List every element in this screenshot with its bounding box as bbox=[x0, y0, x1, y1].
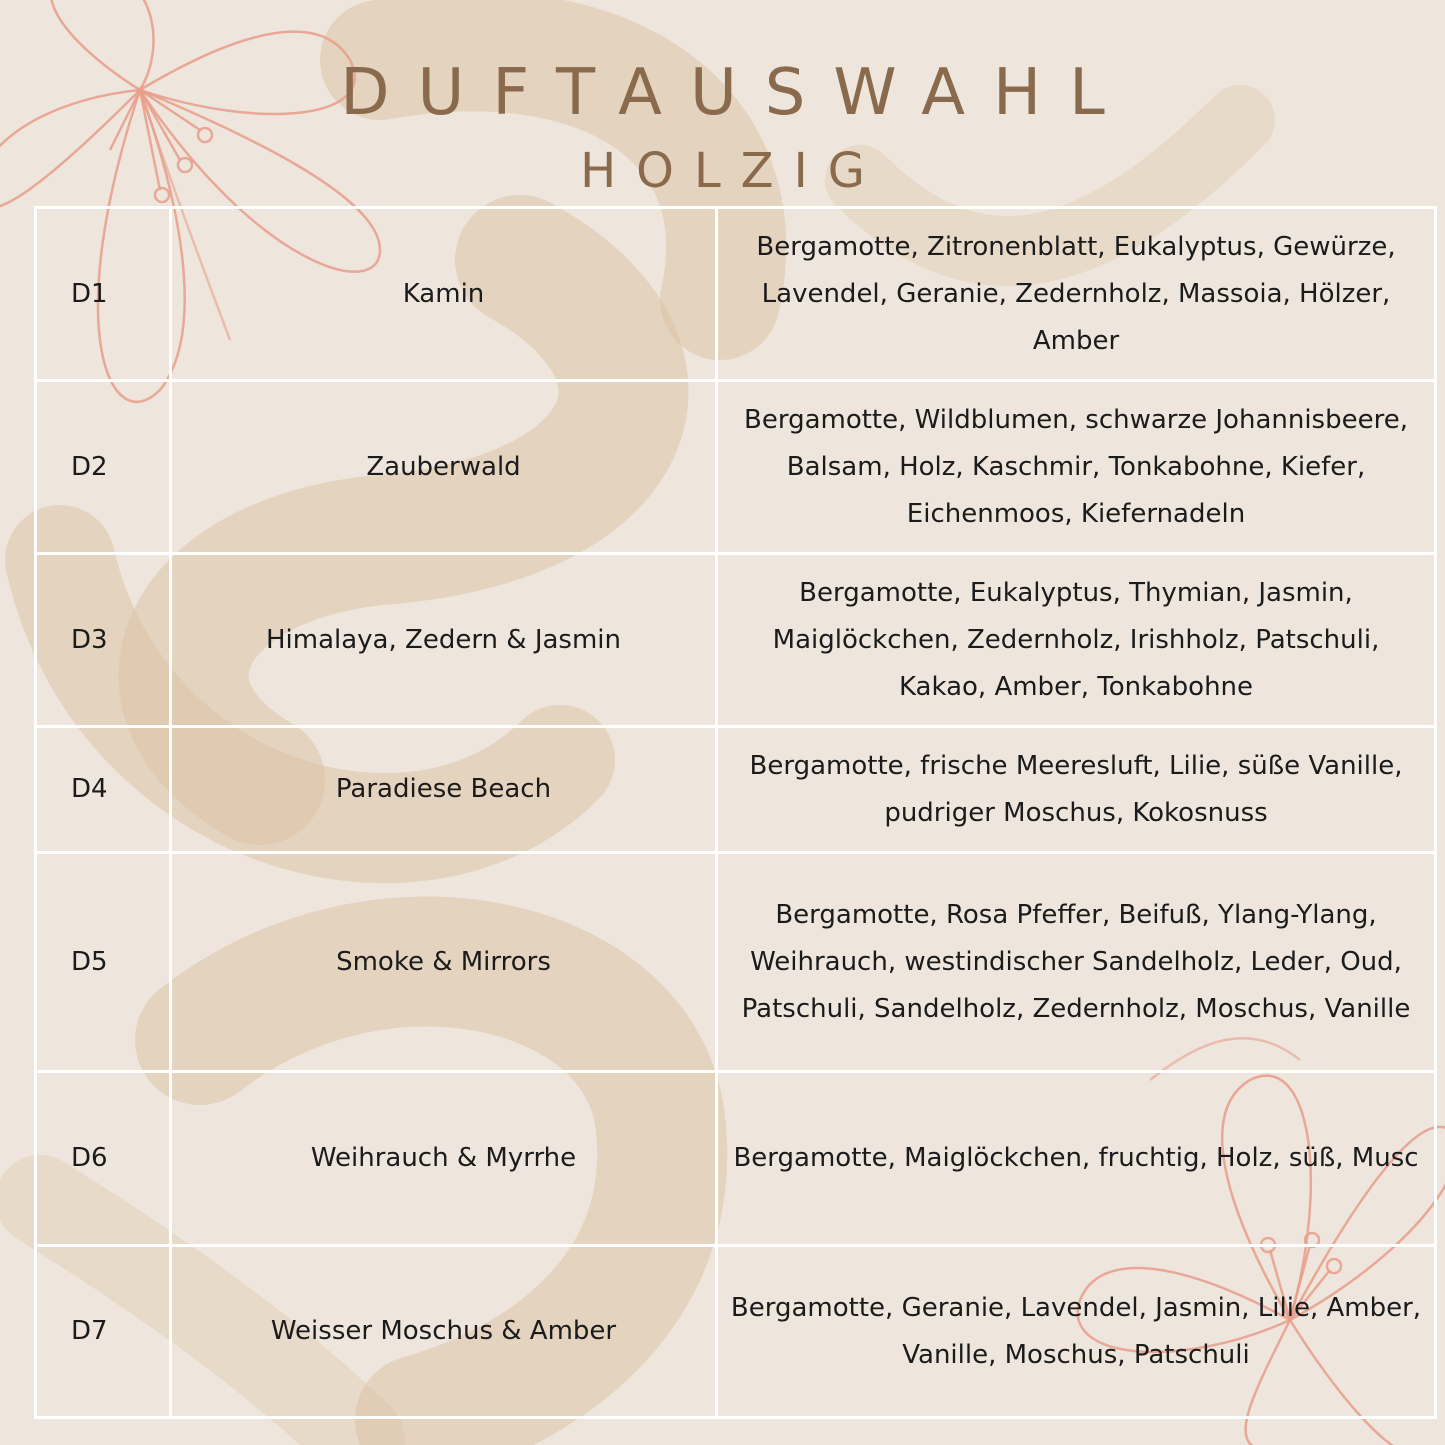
scent-notes: Bergamotte, Zitronenblatt, Eukalyptus, Gewürze, Lavendel, Geranie, Zedernholz, Massoia, Hölzer, Amber bbox=[717, 208, 1436, 381]
table-row bbox=[36, 1246, 1436, 1418]
table-row bbox=[36, 727, 1436, 853]
scent-code: D3 bbox=[36, 554, 171, 727]
scent-code: D2 bbox=[36, 381, 171, 554]
scent-table bbox=[34, 206, 1437, 1419]
page-subtitle: HOLZIG bbox=[580, 143, 885, 199]
table-row bbox=[36, 853, 1436, 1072]
table-row bbox=[36, 381, 1436, 554]
scent-notes: Bergamotte, Wildblumen, schwarze Johannisbeere, Balsam, Holz, Kaschmir, Tonkabohne, Kiefer, Eichenmoos, Kiefernadeln bbox=[717, 381, 1436, 554]
scent-name: Weihrauch & Myrrhe bbox=[171, 1072, 717, 1246]
table-row bbox=[36, 554, 1436, 727]
table-row bbox=[36, 1072, 1436, 1246]
scent-code: D6 bbox=[36, 1072, 171, 1246]
scent-name: Himalaya, Zedern & Jasmin bbox=[171, 554, 717, 727]
scent-name: Kamin bbox=[171, 208, 717, 381]
table-row bbox=[36, 208, 1436, 381]
page-title: DUFTAUSWAHL bbox=[340, 56, 1133, 130]
scent-code: D5 bbox=[36, 853, 171, 1072]
scent-name: Zauberwald bbox=[171, 381, 717, 554]
scent-code: D4 bbox=[36, 727, 171, 853]
scent-code: D7 bbox=[36, 1246, 171, 1418]
scent-name: Smoke & Mirrors bbox=[171, 853, 717, 1072]
scent-notes: Bergamotte, Eukalyptus, Thymian, Jasmin, Maiglöckchen, Zedernholz, Irishholz, Patschuli, Kakao, Amber, Tonkabohne bbox=[717, 554, 1436, 727]
scent-notes: Bergamotte, Rosa Pfeffer, Beifuß, Ylang-Ylang, Weihrauch, westindischer Sandelholz, Leder, Oud, Patschuli, Sandelholz, Zedernholz, Moschus, Vanille bbox=[717, 853, 1436, 1072]
scent-name: Weisser Moschus & Amber bbox=[171, 1246, 717, 1418]
scent-notes: Bergamotte, Maiglöckchen, fruchtig, Holz, süß, Musc bbox=[717, 1072, 1436, 1246]
scent-notes: Bergamotte, frische Meeresluft, Lilie, süße Vanille, pudriger Moschus, Kokosnuss bbox=[717, 727, 1436, 853]
scent-code: D1 bbox=[36, 208, 171, 381]
scent-notes: Bergamotte, Geranie, Lavendel, Jasmin, Lilie, Amber, Vanille, Moschus, Patschuli bbox=[717, 1246, 1436, 1418]
scent-name: Paradiese Beach bbox=[171, 727, 717, 853]
